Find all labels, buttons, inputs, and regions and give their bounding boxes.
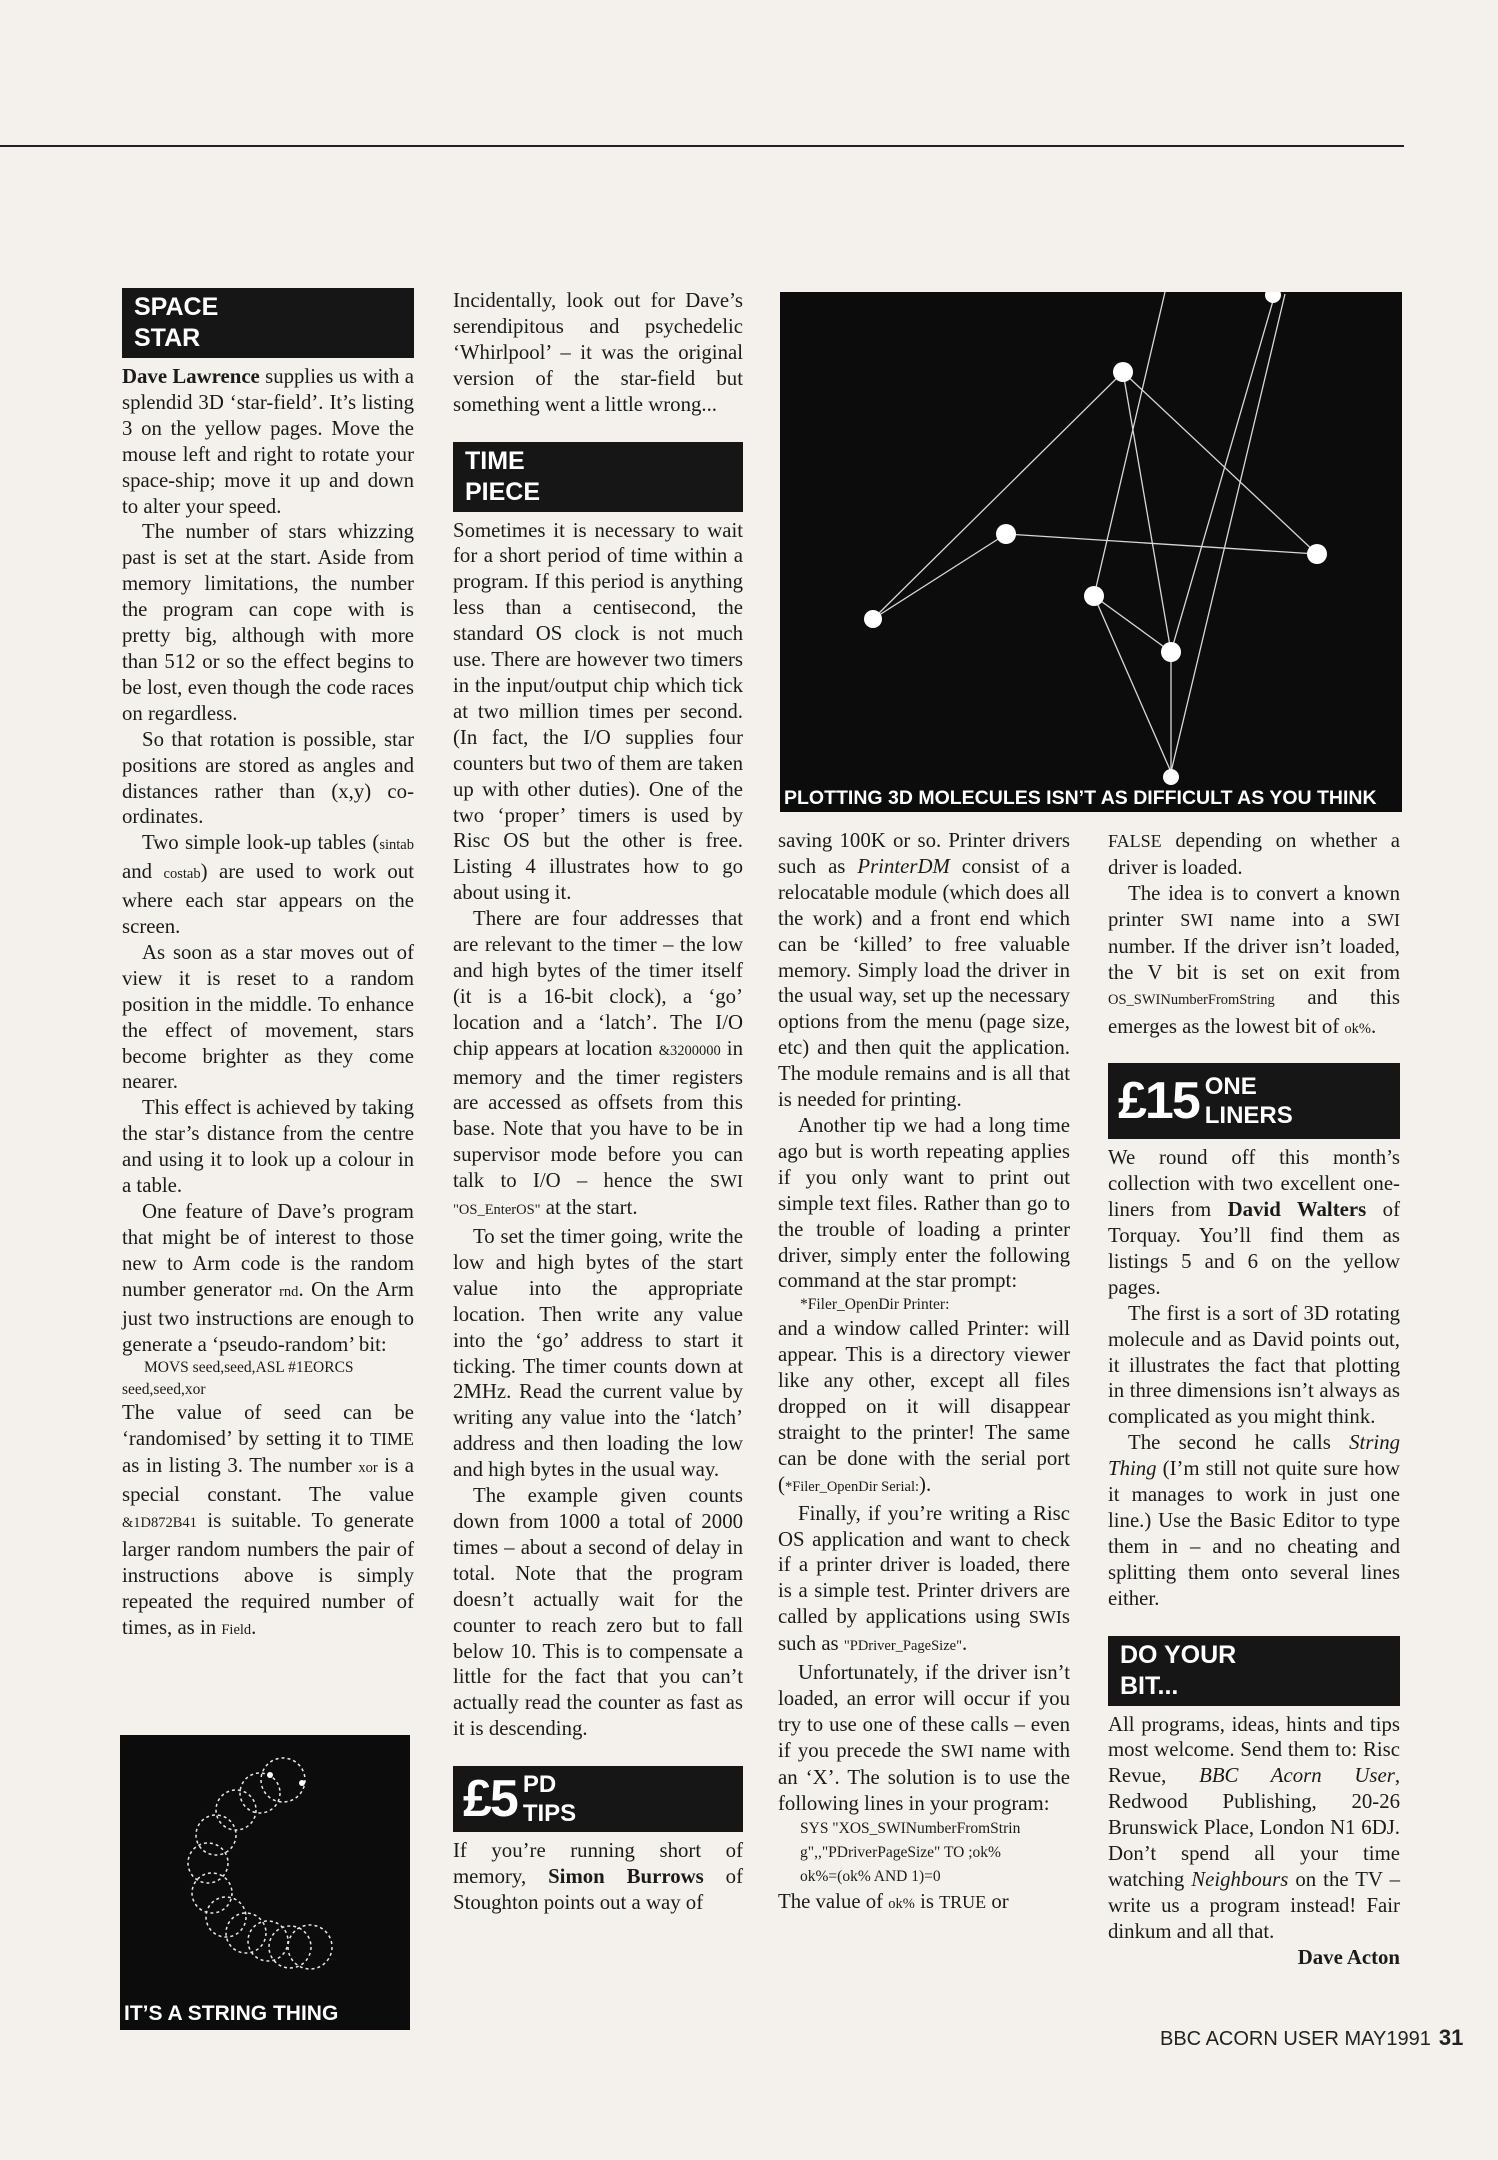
heading-line: STAR [134, 324, 201, 352]
paragraph: Sometimes it is necessary to wait for a short period of time within a program. If this period is anything less than a centisecond, the standard OS clock is not much use. There are however two timers in the input/output chip which tick at two million times per second. (In fact, the I/O supplies four counters but two of them are taken up with other duties). One of the two ‘proper’ timers is used by Risc OS but the other is free. Listing 4 illustrates how to go about using it. [453, 518, 743, 905]
paragraph: The first is a sort of 3D rotating molecule and as David points out, it illustrates the fact that plotting in three dimensions isn’t always as complicated as you might think. [1108, 1301, 1400, 1429]
text: saving 100K or so. Printer drivers such as [778, 829, 1070, 878]
text: name into a [1213, 907, 1368, 931]
code-line: seed,seed,xor [122, 1381, 206, 1399]
molecule-graphic [780, 292, 1402, 812]
footer-text: BBC ACORN USER MAY1991 [1160, 2028, 1431, 2050]
code-inline: &3200000 [658, 1042, 721, 1059]
heading-line: DO YOUR [1120, 1640, 1237, 1669]
paragraph [1108, 828, 1400, 881]
heading-line: PIECE [465, 477, 541, 506]
heading-pd-tips [453, 1766, 743, 1832]
text: , Redwood Publishing, 20-26 Brunswick Place, London N1 6DJ. Don’t spend all your time watching [1108, 1764, 1401, 1891]
code-inline: "OS_EnterOS" [453, 1202, 541, 1219]
signature: Dave Acton [1297, 1945, 1400, 1969]
string-thing-graphic [120, 1735, 410, 1985]
emphasis: PrinterDM [857, 854, 950, 878]
paragraph [778, 1501, 1070, 1660]
code-inline: TRUE [939, 1891, 987, 1912]
paragraph: Incidentally, look out for Dave’s serendipitous and psychedelic ‘Whirlpool’ – it was the original version of the star-field but something went a little wrong... [453, 289, 743, 416]
paragraph [1108, 1145, 1400, 1300]
text: There are four addresses that are relevant to the timer – the low and high bytes of the timer itself (it is a 16-bit clock), a ‘go’ location and a ‘latch’. The I/O chip appears at location [453, 907, 743, 1060]
emphasis: String Thing [1108, 1431, 1400, 1481]
text: . On the Arm just two instructions are enough to generate a ‘pseudo-random’ bit: [122, 1277, 414, 1356]
code-inline: costab [163, 866, 201, 883]
emphasis: BBC Acorn User [1199, 1764, 1395, 1788]
heading-time-piece [453, 442, 743, 512]
paragraph [122, 364, 414, 519]
paragraph: The example given counts down from 1000 a total of 2000 times – about a second of delay in total. Note that the program doesn’t actually wait for the counter to reach zero but to fall below 10. This is to compensate a little for the fact that you can’t actually read the counter as fast as it is descending. [453, 1484, 743, 1741]
code-inline: ok% [888, 1895, 915, 1912]
text: Finally, if you’re writing a Risc OS application and want to check if a printer driver is loaded, there is a simple test. Printer drivers are called by applications using [778, 1501, 1070, 1629]
text: One feature of Dave’s program that might be of interest to those new to Arm code is the random number generator [122, 1200, 414, 1301]
figure-caption: IT’S A STRING THING [124, 2002, 339, 2025]
heading-line: SPACE [134, 293, 219, 321]
heading-line: ONE [1204, 1073, 1257, 1101]
code-line: SYS "XOS_SWINumberFromStrin [800, 1819, 1021, 1837]
text: of Torquay. You’ll find them as listings 5 and 6 on the yellow pages. [1108, 1198, 1400, 1299]
code-line: *Filer_OpenDir Printer: [800, 1296, 950, 1314]
code-inline: SWI [1028, 1607, 1062, 1628]
top-rule [0, 145, 1404, 147]
text: and this emerges as the lowest bit of [1108, 986, 1400, 1039]
heading-line: TIME [465, 446, 525, 475]
author-name: Simon Burrows [548, 1865, 704, 1889]
code-inline: SWI [940, 1740, 974, 1761]
code-inline: rnd [279, 1283, 299, 1300]
text: (I’m still not quite sure how it manages to work in just one line.) Use the Basic Editor to type them in – and no cheating and splitting them onto several lines either. [1108, 1457, 1400, 1610]
column-2 [453, 288, 743, 1916]
emphasis: Neighbours [1191, 1868, 1289, 1891]
paragraph: As soon as a star moves out of view it is reset to a random position in the middle. To enhance the effect of movement, stars become brighter as they come nearer. [122, 940, 414, 1094]
paragraph: So that rotation is possible, star positions are stored as angles and distances rather than (x,y) co-ordinates. [122, 727, 414, 829]
text: The idea is to convert a known printer [1108, 881, 1400, 931]
text: number. If the driver isn’t loaded, the V bit is set on exit from [1108, 934, 1400, 984]
text: . [251, 1615, 257, 1639]
paragraph [122, 1199, 414, 1357]
text: or [986, 1889, 1009, 1913]
code-inline: OS_SWINumberFromString [1108, 992, 1275, 1009]
paragraph: This effect is achieved by taking the star’s distance from the centre and using it to look up a colour in a table. [122, 1096, 414, 1198]
heading-line: PD [522, 1771, 557, 1799]
text: The value of seed can be ‘randomised’ by setting it to [122, 1401, 414, 1451]
paragraph [1108, 881, 1400, 1043]
paragraph [122, 830, 414, 940]
paragraph [1108, 1430, 1400, 1611]
paragraph: To set the timer going, write the low and high bytes of the start value into the appropriate location. Then write any value into the ‘go’ address to start it ticking. The timer counts down at 2MHz. Read the current value by writing any value into the ‘latch’ address and then loading the low and high bytes in the usual way. [453, 1225, 743, 1482]
text: Unfortunately, if the driver isn’t loaded, an error will occur if you try to use one of these calls – even if you precede the [778, 1661, 1070, 1762]
code-line: g",,"PDriverPageSize" TO ;ok% [800, 1843, 1001, 1861]
text: is [914, 1889, 940, 1913]
code-inline: *Filer_OpenDir Serial: [784, 1478, 920, 1495]
text: If you’re running short of memory, [453, 1839, 743, 1889]
code-inline: Field [221, 1621, 252, 1638]
code-inline: ok% [1344, 1021, 1372, 1038]
heading-price: £15 [1118, 1072, 1199, 1131]
text: ) are used to work out where each star appears on the screen. [122, 860, 414, 939]
text: and [122, 860, 164, 884]
column-4 [1108, 828, 1400, 1971]
code-inline: &1D872B41 [122, 1515, 197, 1532]
code-inline: SWI [1367, 909, 1401, 930]
text: of Stoughton points out a way of [453, 1865, 744, 1914]
text: . [962, 1632, 968, 1656]
paragraph [122, 1400, 414, 1643]
heading-do-your-bit [1108, 1636, 1400, 1706]
text: supplies us with a splendid 3D ‘star-field’. It’s listing 3 on the yellow pages. Move the mouse left and right to rotate your space-ship; move it up and down to alter your speed. [122, 365, 414, 518]
text: is a special constant. The value [122, 1454, 414, 1507]
heading-one-liners [1108, 1063, 1400, 1139]
paragraph [778, 828, 1070, 1113]
figure-caption: PLOTTING 3D MOLECULES ISN’T AS DIFFICULT AS YOU THINK [784, 787, 1377, 809]
text: is suitable. To generate larger random numbers the pair of instructions above is simply repeated the required number of times, as in [122, 1509, 414, 1639]
heading-price: £5 [463, 1770, 517, 1829]
code-inline: SWI [1180, 909, 1214, 930]
text: on the TV – write us a program instead! Fair dinkum and all that. [1108, 1868, 1400, 1943]
code-inline: "PDriver_PageSize" [843, 1638, 962, 1655]
code-line: ok%=(ok% AND 1)=0 [800, 1867, 941, 1885]
text: The value of [778, 1889, 889, 1913]
text: The second he calls [1128, 1431, 1350, 1455]
column-3 [778, 828, 1070, 1917]
code-inline: FALSE [1108, 831, 1162, 851]
author-name: Dave Lawrence [122, 365, 260, 388]
code-inline: TIME [370, 1429, 414, 1450]
page-number: 31 [1438, 2025, 1464, 2050]
heading-words [523, 1770, 576, 1828]
text: depending on whether a driver is loaded. [1108, 829, 1400, 879]
heading-line: LINERS [1204, 1102, 1293, 1130]
text: consist of a relocatable module (which does all the work) and a front end which can be ‘killed’ to free valuable memory. Simply load the driver in the usual way, set up the necessary options from the menu (page size, etc) and then quit the application. The module remains and is all that is needed for printing. [778, 854, 1070, 1112]
paragraph [778, 1316, 1070, 1500]
text: . [1371, 1015, 1377, 1039]
text: s such as [778, 1605, 1070, 1656]
column-1 [122, 288, 414, 1644]
code-inline: SWI [710, 1171, 743, 1192]
paragraph [1108, 1712, 1400, 1945]
heading-space-star [122, 288, 414, 358]
code-inline: xor [358, 1460, 378, 1477]
text: at the start. [540, 1196, 638, 1220]
paragraph [453, 906, 743, 1224]
text: and a window called Printer: will appear. This is a directory viewer like any other, except all files dropped on it will disappear straight to the printer! The same can be done with the serial port ( [778, 1317, 1070, 1496]
text: as in listing 3. The number [122, 1454, 359, 1478]
text: We round off this month’s collection with two excellent one-liners from [1108, 1146, 1400, 1222]
paragraph [778, 1889, 1070, 1918]
text: in memory and the timer registers are accessed as offsets from this base. Note that you have to be in supervisor mode before you can talk to I/O – hence the [453, 1036, 743, 1193]
heading-words [1205, 1072, 1293, 1130]
text: name with an ‘X’. The solution is to use the following lines in your program: [778, 1738, 1070, 1815]
text: Two simple look-up tables ( [142, 831, 380, 855]
code-line: MOVS seed,seed,ASL #1EORCS [144, 1359, 354, 1377]
paragraph: The number of stars whizzing past is set at the start. Aside from memory limitations, the number the program can cope with is pretty big, although with more than 512 or so the effect begins to be lost, even though the code races on regardless. [122, 520, 414, 725]
string-thing-figure [120, 1735, 410, 2030]
author-name: David Walters [1227, 1198, 1367, 1222]
text: ). [919, 1472, 932, 1496]
code-inline: sintab [379, 837, 414, 854]
heading-line: TIPS [522, 1800, 577, 1828]
paragraph [453, 1838, 743, 1916]
paragraph [778, 1660, 1070, 1816]
heading-line: BIT... [1120, 1671, 1179, 1700]
text: All programs, ideas, hints and tips most welcome. Send them to: Risc Revue, [1108, 1712, 1400, 1788]
paragraph: Another tip we had a long time ago but is worth repeating applies if you only want to print out simple text files. Rather than go to the trouble of loading a printer driver, simply enter the following command at the star prompt: [778, 1113, 1070, 1293]
molecule-figure [780, 292, 1402, 812]
page-footer [1160, 2025, 1463, 2051]
